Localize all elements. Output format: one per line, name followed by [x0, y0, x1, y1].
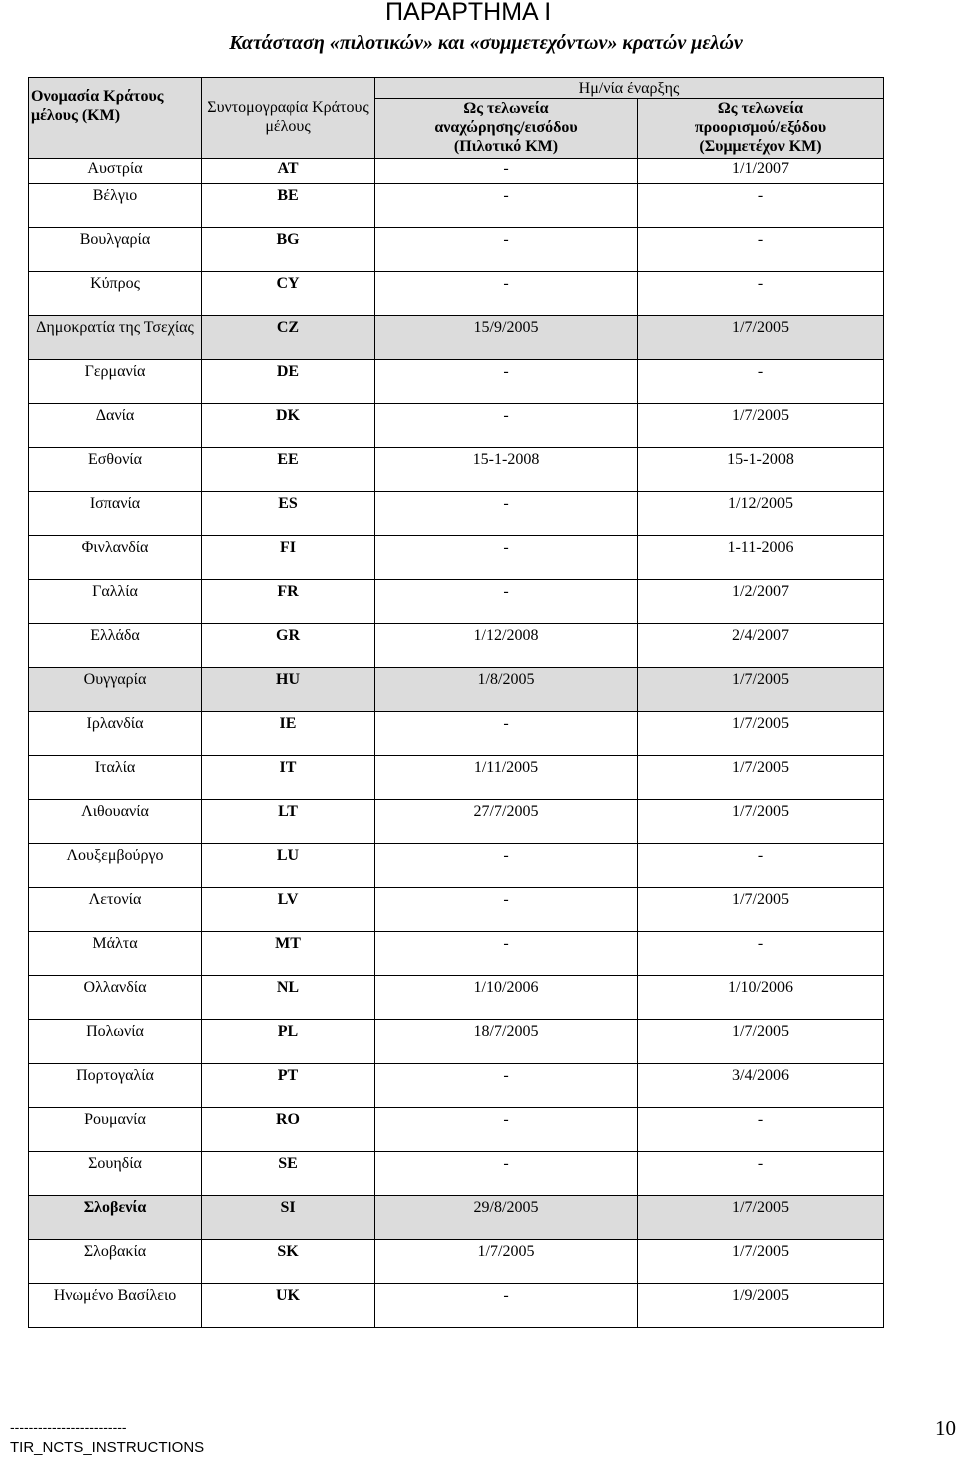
- state-name-cell: Ιταλία: [29, 756, 202, 800]
- pilot-date-cell: 27/7/2005: [375, 800, 638, 844]
- state-code-cell: AT: [202, 159, 375, 184]
- state-name-cell: Δημοκρατία της Τσεχίας: [29, 316, 202, 360]
- table-body: [29, 159, 884, 1328]
- pilot-date-cell: -: [375, 1108, 638, 1152]
- participant-date-cell: -: [638, 228, 884, 272]
- state-name-cell: Μάλτα: [29, 932, 202, 976]
- pilot-date-cell: 1/8/2005: [375, 668, 638, 712]
- table-row: [29, 712, 884, 756]
- state-name-cell: Βέλγιο: [29, 184, 202, 228]
- pilot-date-cell: -: [375, 184, 638, 228]
- participant-date-cell: 1-11-2006: [638, 536, 884, 580]
- pilot-date-cell: -: [375, 360, 638, 404]
- table-row: [29, 448, 884, 492]
- pilot-date-cell: -: [375, 159, 638, 184]
- table-row: [29, 228, 884, 272]
- table-row: [29, 756, 884, 800]
- state-name-cell: Ελλάδα: [29, 624, 202, 668]
- page-title: ΠΑΡΑΡΤΗΜΑ Ι: [385, 0, 552, 26]
- state-code-cell: SK: [202, 1240, 375, 1284]
- pilot-date-cell: -: [375, 228, 638, 272]
- table-row: [29, 536, 884, 580]
- state-name-cell: Ιρλανδία: [29, 712, 202, 756]
- table-row: [29, 580, 884, 624]
- state-code-cell: LV: [202, 888, 375, 932]
- state-name-cell: Ολλανδία: [29, 976, 202, 1020]
- state-code-cell: PL: [202, 1020, 375, 1064]
- state-name-cell: Φινλανδία: [29, 536, 202, 580]
- state-name-cell: Ρουμανία: [29, 1108, 202, 1152]
- state-code-cell: RO: [202, 1108, 375, 1152]
- state-name-cell: Πορτογαλία: [29, 1064, 202, 1108]
- state-code-cell: DK: [202, 404, 375, 448]
- participant-date-cell: 15-1-2008: [638, 448, 884, 492]
- state-name-cell: Λιθουανία: [29, 800, 202, 844]
- participant-date-cell: -: [638, 844, 884, 888]
- state-name-cell: Σλοβακία: [29, 1240, 202, 1284]
- table-row: [29, 492, 884, 536]
- pilot-date-cell: -: [375, 1284, 638, 1328]
- table-row: [29, 360, 884, 404]
- state-name-cell: Λουξεμβούργο: [29, 844, 202, 888]
- participant-date-cell: 1/1/2007: [638, 159, 884, 184]
- state-name-cell: Γαλλία: [29, 580, 202, 624]
- pilot-date-cell: 15/9/2005: [375, 316, 638, 360]
- table-row: [29, 800, 884, 844]
- table-row: [29, 1108, 884, 1152]
- table-row: [29, 888, 884, 932]
- state-name-cell: Ισπανία: [29, 492, 202, 536]
- header-pilot-offices: Ως τελωνεία αναχώρησης/εισόδου (Πιλοτικό ΚΜ): [375, 99, 638, 159]
- participant-date-cell: 1/7/2005: [638, 1020, 884, 1064]
- pilot-date-cell: -: [375, 272, 638, 316]
- pilot-date-cell: -: [375, 932, 638, 976]
- table-row: [29, 1152, 884, 1196]
- table-row: [29, 159, 884, 184]
- state-name-cell: Ηνωμένο Βασίλειο: [29, 1284, 202, 1328]
- table-row: [29, 316, 884, 360]
- page-number: 10: [935, 1416, 956, 1440]
- state-code-cell: FR: [202, 580, 375, 624]
- state-code-cell: GR: [202, 624, 375, 668]
- participant-date-cell: -: [638, 932, 884, 976]
- participant-date-cell: -: [638, 1108, 884, 1152]
- state-code-cell: LT: [202, 800, 375, 844]
- state-code-cell: BG: [202, 228, 375, 272]
- participant-date-cell: 1/2/2007: [638, 580, 884, 624]
- state-code-cell: SI: [202, 1196, 375, 1240]
- pilot-date-cell: -: [375, 1152, 638, 1196]
- state-code-cell: IE: [202, 712, 375, 756]
- state-name-cell: Σουηδία: [29, 1152, 202, 1196]
- state-code-cell: EE: [202, 448, 375, 492]
- table-row: [29, 844, 884, 888]
- pilot-date-cell: -: [375, 1064, 638, 1108]
- state-name-cell: Ουγγαρία: [29, 668, 202, 712]
- pilot-date-cell: -: [375, 888, 638, 932]
- footer-separator: -------------------------: [10, 1419, 127, 1435]
- state-code-cell: CY: [202, 272, 375, 316]
- header-state-code: Συντομογραφία Κράτους μέλους: [202, 78, 375, 159]
- table-row: [29, 404, 884, 448]
- header-start-date: Ημ/νία έναρξης: [375, 78, 884, 99]
- table-row: [29, 1240, 884, 1284]
- participant-date-cell: -: [638, 360, 884, 404]
- participant-date-cell: -: [638, 184, 884, 228]
- participant-date-cell: 1/7/2005: [638, 712, 884, 756]
- table-row: [29, 932, 884, 976]
- state-name-cell: Δανία: [29, 404, 202, 448]
- member-states-table: [28, 77, 884, 1328]
- page-subtitle: Κατάσταση «πιλοτικών» και «συμμετεχόντων» κρατών μελών: [229, 32, 743, 54]
- state-code-cell: ES: [202, 492, 375, 536]
- state-code-cell: PT: [202, 1064, 375, 1108]
- state-name-cell: Λετονία: [29, 888, 202, 932]
- state-name-cell: Κύπρος: [29, 272, 202, 316]
- pilot-date-cell: -: [375, 536, 638, 580]
- participant-date-cell: 2/4/2007: [638, 624, 884, 668]
- pilot-date-cell: -: [375, 844, 638, 888]
- state-code-cell: FI: [202, 536, 375, 580]
- participant-date-cell: 1/7/2005: [638, 668, 884, 712]
- state-code-cell: HU: [202, 668, 375, 712]
- table-row: [29, 184, 884, 228]
- pilot-date-cell: 15-1-2008: [375, 448, 638, 492]
- table-row: [29, 1064, 884, 1108]
- state-code-cell: SE: [202, 1152, 375, 1196]
- participant-date-cell: 1/7/2005: [638, 800, 884, 844]
- table-row: [29, 976, 884, 1020]
- participant-date-cell: -: [638, 1152, 884, 1196]
- footer-doc-name: TIR_NCTS_INSTRUCTIONS: [10, 1439, 205, 1456]
- participant-date-cell: -: [638, 272, 884, 316]
- table-row: [29, 1284, 884, 1328]
- participant-date-cell: 1/12/2005: [638, 492, 884, 536]
- state-code-cell: MT: [202, 932, 375, 976]
- participant-date-cell: 1/10/2006: [638, 976, 884, 1020]
- state-code-cell: NL: [202, 976, 375, 1020]
- state-code-cell: DE: [202, 360, 375, 404]
- state-name-cell: Σλοβενία: [29, 1196, 202, 1240]
- state-name-cell: Αυστρία: [29, 159, 202, 184]
- pilot-date-cell: -: [375, 492, 638, 536]
- participant-date-cell: 1/7/2005: [638, 756, 884, 800]
- pilot-date-cell: 1/7/2005: [375, 1240, 638, 1284]
- participant-date-cell: 1/7/2005: [638, 1196, 884, 1240]
- table-row: [29, 624, 884, 668]
- pilot-date-cell: 1/10/2006: [375, 976, 638, 1020]
- participant-date-cell: 1/7/2005: [638, 404, 884, 448]
- pilot-date-cell: 29/8/2005: [375, 1196, 638, 1240]
- table-row: [29, 272, 884, 316]
- state-name-cell: Πολωνία: [29, 1020, 202, 1064]
- state-code-cell: BE: [202, 184, 375, 228]
- participant-date-cell: 3/4/2006: [638, 1064, 884, 1108]
- participant-date-cell: 1/7/2005: [638, 316, 884, 360]
- pilot-date-cell: 1/11/2005: [375, 756, 638, 800]
- state-code-cell: CZ: [202, 316, 375, 360]
- state-code-cell: LU: [202, 844, 375, 888]
- state-code-cell: UK: [202, 1284, 375, 1328]
- header-participant-offices: Ως τελωνεία προορισμού/εξόδου (Συμμετέχον ΚΜ): [638, 99, 884, 159]
- pilot-date-cell: 1/12/2008: [375, 624, 638, 668]
- participant-date-cell: 1/7/2005: [638, 888, 884, 932]
- table-row: [29, 668, 884, 712]
- state-name-cell: Γερμανία: [29, 360, 202, 404]
- table-row: [29, 1196, 884, 1240]
- pilot-date-cell: -: [375, 580, 638, 624]
- state-code-cell: IT: [202, 756, 375, 800]
- pilot-date-cell: 18/7/2005: [375, 1020, 638, 1064]
- table-row: [29, 1020, 884, 1064]
- pilot-date-cell: -: [375, 404, 638, 448]
- state-name-cell: Βουλγαρία: [29, 228, 202, 272]
- pilot-date-cell: -: [375, 712, 638, 756]
- header-state-name: Ονομασία Κράτους μέλους (ΚΜ): [29, 78, 202, 159]
- state-name-cell: Εσθονία: [29, 448, 202, 492]
- participant-date-cell: 1/9/2005: [638, 1284, 884, 1328]
- participant-date-cell: 1/7/2005: [638, 1240, 884, 1284]
